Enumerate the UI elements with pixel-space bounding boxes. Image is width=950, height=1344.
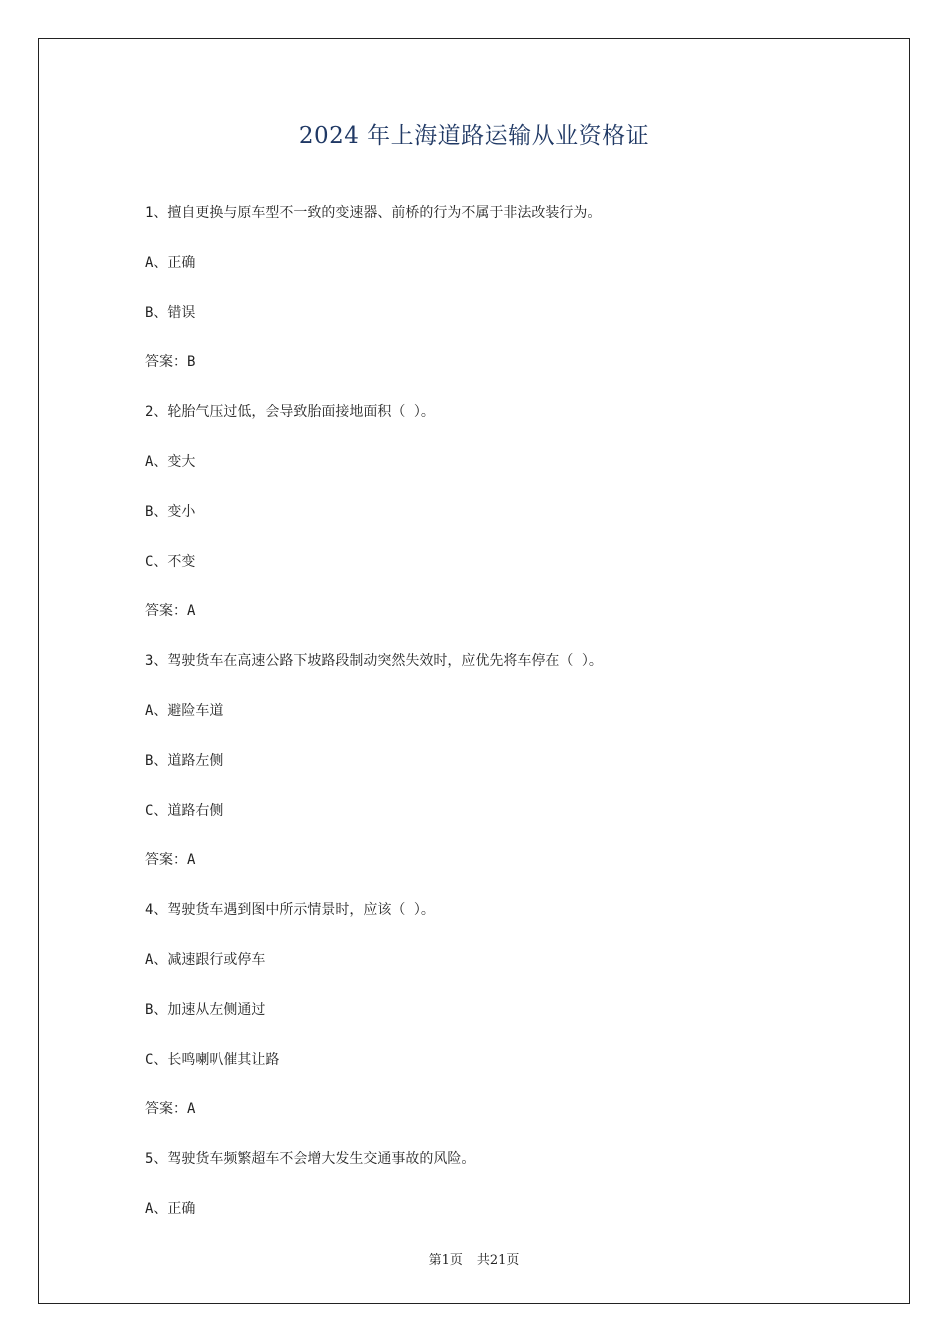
- page-total: 共21页: [476, 1253, 520, 1268]
- question-2-option-b: B、变小: [145, 503, 196, 520]
- question-1-answer: 答案：B: [145, 354, 196, 371]
- document-page: [38, 38, 910, 1304]
- question-5-text: 5、驾驶货车频繁超车不会增大发生交通事故的风险。: [145, 1151, 476, 1168]
- question-2-text: 2、轮胎气压过低，会导致胎面接地面积（ ）。: [145, 404, 435, 421]
- page-footer: [39, 1249, 909, 1268]
- question-3-answer: 答案：A: [145, 852, 196, 869]
- question-4-text: 4、驾驶货车遇到图中所示情景时，应该（ ）。: [145, 902, 435, 919]
- question-5-option-a: A、正确: [145, 1200, 196, 1217]
- page-number: 第1页: [428, 1253, 463, 1268]
- question-2-answer: 答案：A: [145, 603, 196, 620]
- document-title: 2024 年上海道路运输从业资格证: [298, 123, 650, 149]
- question-4-answer: 答案：A: [145, 1101, 196, 1118]
- question-4-option-b: B、加速从左侧通过: [145, 1001, 266, 1018]
- question-3-text: 3、驾驶货车在高速公路下坡路段制动突然失效时，应优先将车停在（ ）。: [145, 653, 603, 670]
- question-4-option-c: C、长鸣喇叭催其让路: [145, 1051, 280, 1068]
- question-1-text: 1、擅自更换与原车型不一致的变速器、前桥的行为不属于非法改装行为。: [145, 205, 602, 221]
- question-1-option-b: B、错误: [145, 304, 196, 321]
- question-4-option-a: A、减速跟行或停车: [145, 951, 266, 968]
- question-2-option-a: A、变大: [145, 453, 196, 470]
- question-3-option-b: B、道路左侧: [145, 752, 224, 769]
- question-1-option-a: A、正确: [145, 254, 196, 271]
- question-2-option-c: C、不变: [145, 553, 196, 570]
- question-list: [145, 201, 865, 1247]
- question-3-option-c: C、道路右侧: [145, 802, 224, 819]
- question-3-option-a: A、避险车道: [145, 702, 224, 719]
